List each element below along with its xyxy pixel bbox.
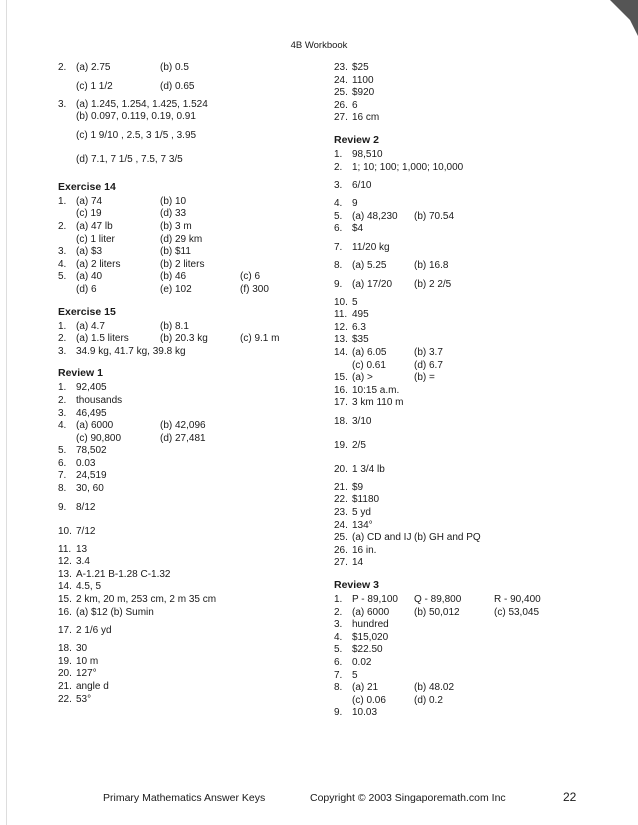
answer-row	[334, 385, 604, 398]
answer-text: (a) 6000	[352, 606, 390, 618]
question-number: 2.	[334, 606, 343, 618]
section-heading: Exercise 15	[58, 305, 116, 318]
answer-text: 5	[352, 296, 358, 308]
answer-text: (c) 90,800	[76, 432, 122, 444]
answer-row	[334, 632, 604, 645]
answer-row	[334, 594, 604, 607]
answer-text: 5 yd	[352, 507, 371, 519]
answer-text: 10.03	[352, 707, 378, 719]
answer-text: (b) 2 liters	[160, 258, 205, 270]
answer-text: 24,519	[76, 470, 107, 482]
answer-text: 495	[352, 309, 369, 321]
answer-row	[58, 607, 328, 620]
question-number: 13.	[58, 568, 72, 580]
answer-text: (a) 21	[352, 682, 379, 694]
page-corner-shadow	[600, 0, 638, 36]
answer-text: (c) 19	[76, 208, 102, 220]
question-number: 26.	[334, 99, 348, 111]
question-number: 24.	[334, 74, 348, 86]
answer-text: 2 km, 20 m, 253 cm, 2 m 35 cm	[76, 594, 217, 606]
question-number: 26.	[334, 544, 348, 556]
answer-text: (a) $3	[76, 246, 103, 258]
answer-row	[334, 670, 604, 683]
answer-text: 78,502	[76, 445, 107, 457]
answer-text: (b) 3.7	[414, 346, 443, 358]
answer-text: (d) 0.2	[414, 694, 443, 706]
question-number: 1.	[58, 195, 67, 207]
question-number: 15.	[334, 372, 348, 384]
answer-row	[58, 382, 328, 395]
question-number: 16.	[334, 384, 348, 396]
answer-row	[58, 321, 328, 334]
answer-text: 16 cm	[352, 112, 380, 124]
question-number: 11.	[58, 543, 72, 555]
answer-text: (b) 20.3 kg	[160, 333, 208, 345]
answer-text: 9	[352, 198, 358, 210]
answer-text: (a) 6000	[76, 420, 114, 432]
answer-row	[334, 397, 604, 410]
question-number: 4.	[58, 420, 67, 432]
answer-text: 53°	[76, 693, 92, 705]
answer-text: $9	[352, 481, 364, 493]
answer-text: Q - 89,800	[414, 594, 462, 606]
answer-row	[58, 346, 328, 359]
answer-row	[58, 544, 328, 557]
answer-text: (a) 2 liters	[76, 258, 121, 270]
answer-text: 4.5, 5	[76, 581, 102, 593]
answer-text: (a) 40	[76, 271, 103, 283]
answer-text: (b) 70.54	[414, 210, 455, 222]
answer-row	[334, 657, 604, 670]
section-heading: Exercise 14	[58, 180, 116, 193]
answer-row	[58, 208, 328, 221]
answer-row	[58, 445, 328, 458]
question-number: 2.	[58, 333, 67, 345]
answer-text: (b) 16.8	[414, 259, 449, 271]
answer-row	[334, 682, 604, 695]
answer-row	[58, 433, 328, 446]
answer-text: 14	[352, 557, 364, 569]
section-heading: Review 1	[58, 367, 103, 380]
answer-row	[334, 644, 604, 657]
answer-row	[334, 619, 604, 632]
answer-row	[58, 694, 328, 707]
answer-text: (c) 0.06	[352, 694, 386, 706]
answer-text: hundred	[352, 619, 389, 631]
answer-text: 0.02	[352, 657, 372, 668]
answer-text: 3.4	[76, 556, 90, 568]
question-number: 3.	[334, 619, 343, 631]
question-number: 5.	[334, 644, 343, 656]
answer-text: 3 km 110 m	[352, 397, 404, 409]
answer-text: 5	[352, 669, 358, 681]
question-number: 19.	[58, 655, 72, 667]
question-number: 12.	[334, 321, 348, 333]
answer-text: (d) 6	[76, 283, 97, 295]
answer-text: (b) GH and PQ	[414, 532, 481, 544]
answer-text: 0.03	[76, 457, 96, 469]
answer-text: 2 1/6 yd	[76, 625, 112, 637]
question-number: 2.	[334, 161, 343, 173]
answer-row	[58, 681, 328, 694]
answer-row	[334, 372, 604, 385]
answer-row	[334, 273, 604, 297]
answer-text: (b) 3 m	[160, 220, 192, 232]
answer-text: angle d	[76, 681, 109, 692]
answer-text: $1180	[352, 494, 380, 506]
question-number: 4.	[334, 198, 343, 210]
answer-text: 1; 10; 100; 1,000; 10,000	[352, 161, 464, 173]
question-number: 5.	[58, 271, 67, 283]
answer-row	[58, 271, 328, 284]
answer-text: R - 90,400	[494, 594, 541, 606]
page-number: 22	[563, 790, 577, 804]
answer-text: (a) 1.5 liters	[76, 333, 129, 345]
answer-text: 6/10	[352, 180, 372, 192]
answer-row	[58, 656, 328, 669]
answer-text: (b) 0.097, 0.119, 0.19, 0.91	[76, 111, 196, 123]
answer-text: 8/12	[76, 501, 96, 513]
answer-text: (a) 4.7	[76, 320, 105, 332]
answer-row	[334, 707, 604, 720]
question-number: 3.	[58, 98, 67, 110]
scan-edge-line	[6, 0, 7, 825]
answer-row	[58, 470, 328, 483]
question-number: 25.	[334, 532, 348, 544]
question-number: 1.	[58, 382, 67, 394]
answer-row	[58, 556, 328, 569]
answer-row	[334, 87, 604, 100]
answer-row	[334, 482, 604, 495]
question-number: 13.	[334, 334, 348, 346]
section-heading: Review 3	[334, 579, 379, 592]
answer-row	[334, 62, 604, 75]
question-number: 5.	[58, 445, 67, 457]
question-number: 6.	[334, 657, 343, 668]
answer-row	[58, 259, 328, 272]
question-number: 19.	[334, 439, 348, 451]
answer-text: (b) 46	[160, 271, 187, 283]
footer-copyright: Copyright © 2003 Singaporemath.com Inc	[310, 792, 506, 804]
answer-row	[58, 420, 328, 433]
answer-text: 1100	[352, 74, 374, 86]
question-number: 3.	[334, 180, 343, 192]
answer-text: (d) 29 km	[160, 233, 203, 245]
answer-text: (a) >	[352, 372, 373, 384]
answer-row	[334, 458, 604, 482]
answer-text: 11/20 kg	[352, 241, 390, 253]
answer-row	[334, 100, 604, 113]
answer-row	[334, 309, 604, 322]
answer-row	[58, 496, 328, 520]
question-number: 8.	[334, 682, 343, 694]
answer-row	[334, 494, 604, 507]
answer-row	[334, 410, 604, 434]
answer-row	[334, 149, 604, 162]
answer-row	[58, 124, 328, 148]
answer-text: (b) 0.5	[160, 62, 189, 73]
answer-text: (c) 1 9/10 , 2.5, 3 1/5 , 3.95	[76, 129, 197, 141]
question-number: 20.	[58, 668, 72, 680]
answer-row	[58, 111, 328, 124]
question-number: 12.	[58, 556, 72, 568]
question-number: 3.	[58, 345, 67, 357]
answer-text: (b) 8.1	[160, 320, 189, 332]
answer-row	[334, 434, 604, 458]
question-number: 8.	[334, 259, 343, 271]
answer-text: 30, 60	[76, 483, 104, 495]
answer-row	[334, 236, 604, 260]
question-number: 3.	[58, 246, 67, 258]
answer-row	[58, 569, 328, 582]
answer-row	[58, 483, 328, 496]
answer-text: A-1.21 B-1.28 C-1.32	[76, 568, 171, 580]
question-number: 8.	[58, 483, 67, 495]
question-number: 7.	[334, 669, 343, 681]
answer-row	[334, 211, 604, 224]
question-number: 10.	[334, 296, 348, 308]
left-answer-column	[58, 62, 328, 706]
answer-text: 30	[76, 643, 88, 655]
answer-row	[334, 322, 604, 335]
question-number: 23.	[334, 62, 348, 73]
answer-text: 34.9 kg, 41.7 kg, 39.8 kg	[76, 345, 186, 357]
answer-text: $22.50	[352, 644, 383, 656]
answer-text: (d) 6.7	[414, 359, 443, 371]
answer-row	[334, 334, 604, 347]
question-number: 25.	[334, 87, 348, 99]
question-number: 3.	[58, 407, 67, 419]
answer-text: 13	[76, 543, 88, 555]
answer-text: 134°	[352, 519, 373, 531]
question-number: 21.	[58, 681, 72, 692]
answer-text: (b) 10	[160, 195, 187, 207]
question-number: 4.	[58, 258, 67, 270]
answer-text: (b) =	[414, 372, 435, 384]
answer-text: $15,020	[352, 631, 389, 643]
answer-text: $35	[352, 334, 369, 346]
answer-row	[58, 333, 328, 346]
answer-text: (a) 17/20	[352, 278, 393, 290]
answer-row	[334, 532, 604, 545]
answer-row	[58, 246, 328, 259]
answer-text: (d) 27,481	[160, 432, 206, 444]
answer-row	[334, 347, 604, 360]
question-number: 10.	[58, 525, 72, 537]
question-number: 2.	[58, 220, 67, 232]
answer-row	[334, 223, 604, 236]
answer-text: 10:15 a.m.	[352, 384, 400, 396]
answer-text: 98,510	[352, 148, 383, 160]
question-number: 27.	[334, 112, 348, 124]
answer-row	[58, 196, 328, 209]
answer-row	[58, 99, 328, 112]
answer-row	[58, 234, 328, 247]
answer-text: (f) 300	[240, 283, 269, 295]
answer-row	[58, 619, 328, 643]
right-answer-column	[334, 62, 604, 720]
answer-row	[334, 260, 604, 273]
answer-text: 10 m	[76, 655, 99, 667]
answer-row	[334, 162, 604, 175]
answer-text: (d) 0.65	[160, 80, 195, 92]
question-number: 17.	[58, 625, 72, 637]
answer-text: (b) 42,096	[160, 420, 206, 432]
answer-text: 7/12	[76, 525, 96, 537]
answer-text: 6.3	[352, 321, 366, 333]
answer-row	[58, 75, 328, 99]
answer-text: (a) 5.25	[352, 259, 387, 271]
question-number: 24.	[334, 519, 348, 531]
question-number: 7.	[334, 241, 343, 253]
answer-row	[334, 75, 604, 88]
answer-text: (c) 6	[240, 271, 260, 283]
answer-text: (c) 1 liter	[76, 233, 115, 245]
answer-text: 46,495	[76, 407, 107, 419]
answer-row	[58, 284, 328, 297]
question-number: 1.	[58, 320, 67, 332]
answer-text: $25	[352, 62, 369, 73]
answer-row	[334, 360, 604, 373]
answer-row	[334, 545, 604, 558]
answer-row	[334, 198, 604, 211]
answer-row	[58, 221, 328, 234]
question-number: 4.	[334, 631, 343, 643]
answer-text: (a) 6.05	[352, 346, 387, 358]
answer-row	[58, 668, 328, 681]
question-number: 17.	[334, 397, 348, 409]
question-number: 20.	[334, 463, 348, 475]
question-number: 9.	[334, 707, 343, 719]
question-number: 15.	[58, 594, 72, 606]
answer-text: (a) 47 lb	[76, 220, 113, 232]
answer-text: 16 in.	[352, 544, 377, 556]
answer-text: (a) $12 (b) Sumin	[76, 606, 154, 618]
answer-text: $920	[352, 87, 375, 99]
question-number: 6.	[334, 223, 343, 235]
question-number: 9.	[58, 501, 67, 513]
question-number: 9.	[334, 278, 343, 290]
question-number: 11.	[334, 309, 348, 321]
answer-text: 6	[352, 99, 358, 111]
answer-text: (c) 0.61	[352, 359, 386, 371]
answer-row	[334, 520, 604, 533]
question-number: 2.	[58, 394, 67, 406]
answer-row	[334, 174, 604, 198]
answer-text: $4	[352, 223, 364, 235]
question-number: 5.	[334, 210, 343, 222]
answer-row	[334, 297, 604, 310]
answer-text: (c) 9.1 m	[240, 333, 280, 345]
question-number: 14.	[58, 581, 72, 593]
question-number: 22.	[58, 693, 72, 705]
footer-title: Primary Mathematics Answer Keys	[103, 792, 266, 804]
answer-row	[58, 594, 328, 607]
answer-row	[58, 643, 328, 656]
answer-text: (e) 102	[160, 283, 192, 295]
answer-text: (b) $11	[160, 246, 191, 258]
answer-text: (a) 2.75	[76, 62, 111, 73]
answer-row	[58, 581, 328, 594]
answer-text: (d) 7.1, 7 1/5 , 7.5, 7 3/5	[76, 153, 183, 165]
section-heading: Review 2	[334, 133, 379, 146]
question-number: 22.	[334, 494, 348, 506]
question-number: 27.	[334, 557, 348, 569]
page-header: 4B Workbook	[290, 40, 348, 51]
answer-text: (d) 33	[160, 208, 187, 220]
answer-text: (b) 2 2/5	[414, 278, 452, 290]
question-number: 18.	[334, 415, 348, 427]
answer-row	[334, 695, 604, 708]
answer-row	[334, 507, 604, 520]
question-number: 14.	[334, 346, 348, 358]
answer-row	[334, 607, 604, 620]
answer-text: 3/10	[352, 415, 372, 427]
answer-row	[58, 62, 328, 75]
answer-text: 92,405	[76, 382, 107, 394]
answer-text: (a) CD and IJ	[352, 532, 412, 544]
answer-text: thousands	[76, 394, 123, 406]
answer-text: (b) 50,012	[414, 606, 460, 618]
answer-text: 1 3/4 lb	[352, 463, 385, 475]
answer-text: P - 89,100	[352, 594, 398, 606]
answer-row	[58, 408, 328, 421]
question-number: 6.	[58, 457, 67, 469]
question-number: 2.	[58, 62, 67, 73]
question-number: 1.	[334, 594, 343, 606]
answer-text: (a) 48,230	[352, 210, 398, 222]
answer-text: (b) 48.02	[414, 682, 455, 694]
answer-text: (c) 53,045	[494, 606, 540, 618]
question-number: 23.	[334, 507, 348, 519]
question-number: 16.	[58, 606, 72, 618]
answer-text: (a) 1.245, 1.254, 1.425, 1.524	[76, 98, 208, 110]
answer-row	[58, 520, 328, 544]
answer-text: 2/5	[352, 439, 366, 451]
answer-row	[334, 112, 604, 125]
answer-row	[58, 395, 328, 408]
answer-text: (c) 1 1/2	[76, 80, 113, 92]
answer-text: 127°	[76, 668, 97, 680]
answer-text: (a) 74	[76, 195, 103, 207]
answer-row	[58, 148, 328, 172]
question-number: 7.	[58, 470, 67, 482]
question-number: 21.	[334, 481, 348, 493]
answer-row	[334, 557, 604, 570]
question-number: 1.	[334, 148, 343, 160]
answer-row	[58, 458, 328, 471]
question-number: 18.	[58, 643, 72, 655]
